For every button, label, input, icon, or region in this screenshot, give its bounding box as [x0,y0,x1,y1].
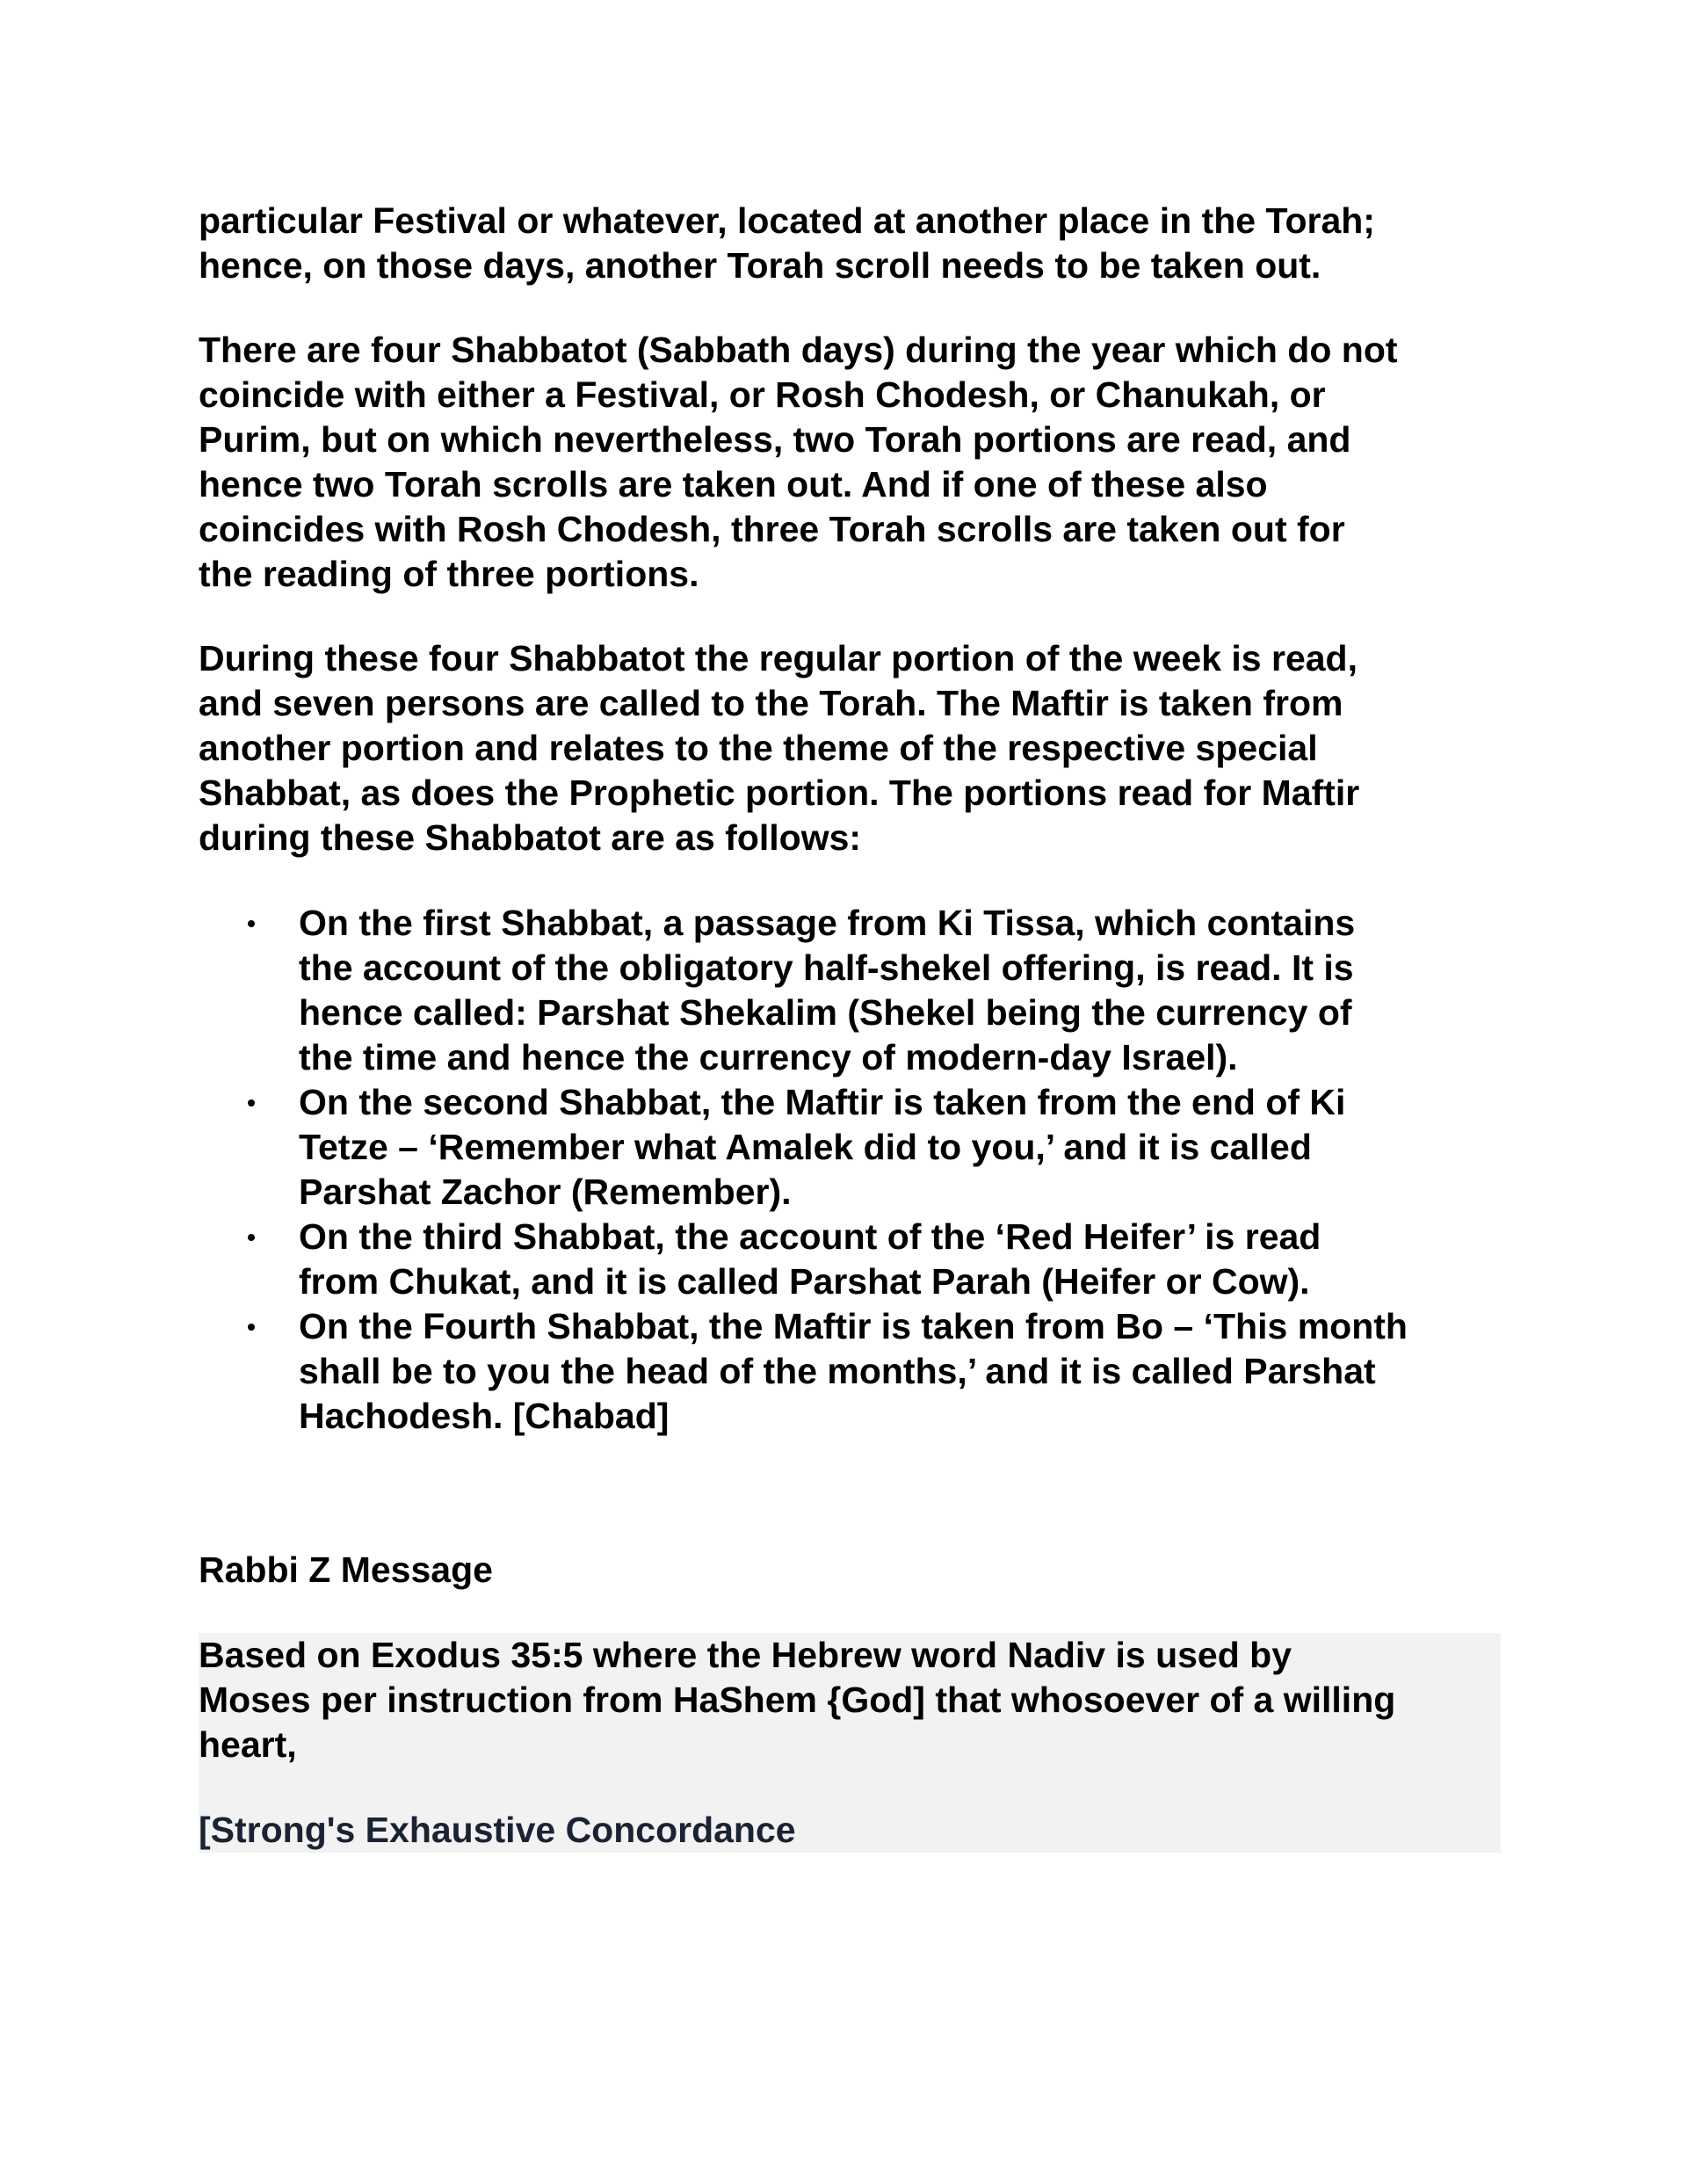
text-line: On the third Shabbat, the account of the ‘Red Heifer’ is read [299,1216,1321,1257]
document-page [199,199,1499,1853]
text-line: the time and hence the currency of modern-day Israel). [299,1037,1238,1077]
text-line: particular Festival or whatever, located at another place in the Torah; [199,200,1375,241]
text-line: There are four Shabbatot (Sabbath days) during the year which do not [199,330,1398,370]
text-line: shall be to you the head of the months,’ and it is called Parshat [299,1351,1376,1391]
text-line: Parshat Zachor (Remember). [299,1172,792,1212]
shabbatot-paragraph [199,328,1499,597]
text-line: Tetze – ‘Remember what Amalek did to you,’ and it is called [299,1127,1312,1167]
text-line: On the Fourth Shabbat, the Maftir is taken from Bo – ‘This month [299,1306,1408,1346]
text-line: Moses per instruction from HaShem {God] that whosoever of a willing [199,1680,1396,1720]
during-paragraph [199,636,1499,860]
list-item [199,1080,1499,1215]
shaded-block [199,1633,1501,1853]
text-line: Hachodesh. [Chabad] [299,1396,670,1436]
text-line: Based on Exodus 35:5 where the Hebrew word Nadiv is used by [199,1635,1292,1675]
text-line: the reading of three portions. [199,554,699,594]
shabbatot-list [199,901,1499,1439]
text-line: On the second Shabbat, the Maftir is taken from the end of Ki [299,1082,1346,1122]
text-line: hence two Torah scrolls are taken out. And if one of these also [199,464,1268,504]
list-item [199,901,1499,1080]
text-line: another portion and relates to the theme of the respective special [199,728,1318,768]
text-line: hence called: Parshat Shekalim (Shekel being the currency of [299,992,1352,1033]
text-line: during these Shabbatot are as follows: [199,817,862,858]
message-paragraph [199,1633,1501,1767]
text-line: and seven persons are called to the Torah. The Maftir is taken from [199,683,1343,723]
text-line: Purim, but on which nevertheless, two Torah portions are read, and [199,419,1351,460]
bullet-icon [248,1234,255,1241]
text-line: from Chukat, and it is called Parshat Parah (Heifer or Cow). [299,1261,1310,1302]
text-line: heart, [199,1724,297,1765]
list-item [199,1304,1499,1439]
bullet-icon [248,1324,255,1331]
text-line: coincides with Rosh Chodesh, three Torah scrolls are taken out for [199,509,1345,549]
text-line: coincide with either a Festival, or Rosh Chodesh, or Chanukah, or [199,374,1326,415]
text-line: During these four Shabbatot the regular portion of the week is read, [199,638,1358,678]
intro-paragraph [199,199,1499,288]
text-line: On the first Shabbat, a passage from Ki Tissa, which contains [299,903,1356,943]
list-item [199,1215,1499,1304]
bullet-icon [248,920,255,927]
message-heading: Rabbi Z Message [199,1549,493,1590]
concordance-reference: [Strong's Exhaustive Concordance [199,1810,796,1850]
text-line: the account of the obligatory half-shekel offering, is read. It is [299,947,1354,988]
bullet-icon [248,1099,255,1107]
text-line: hence, on those days, another Torah scroll needs to be taken out. [199,245,1321,286]
text-line: Shabbat, as does the Prophetic portion. The portions read for Maftir [199,773,1360,813]
